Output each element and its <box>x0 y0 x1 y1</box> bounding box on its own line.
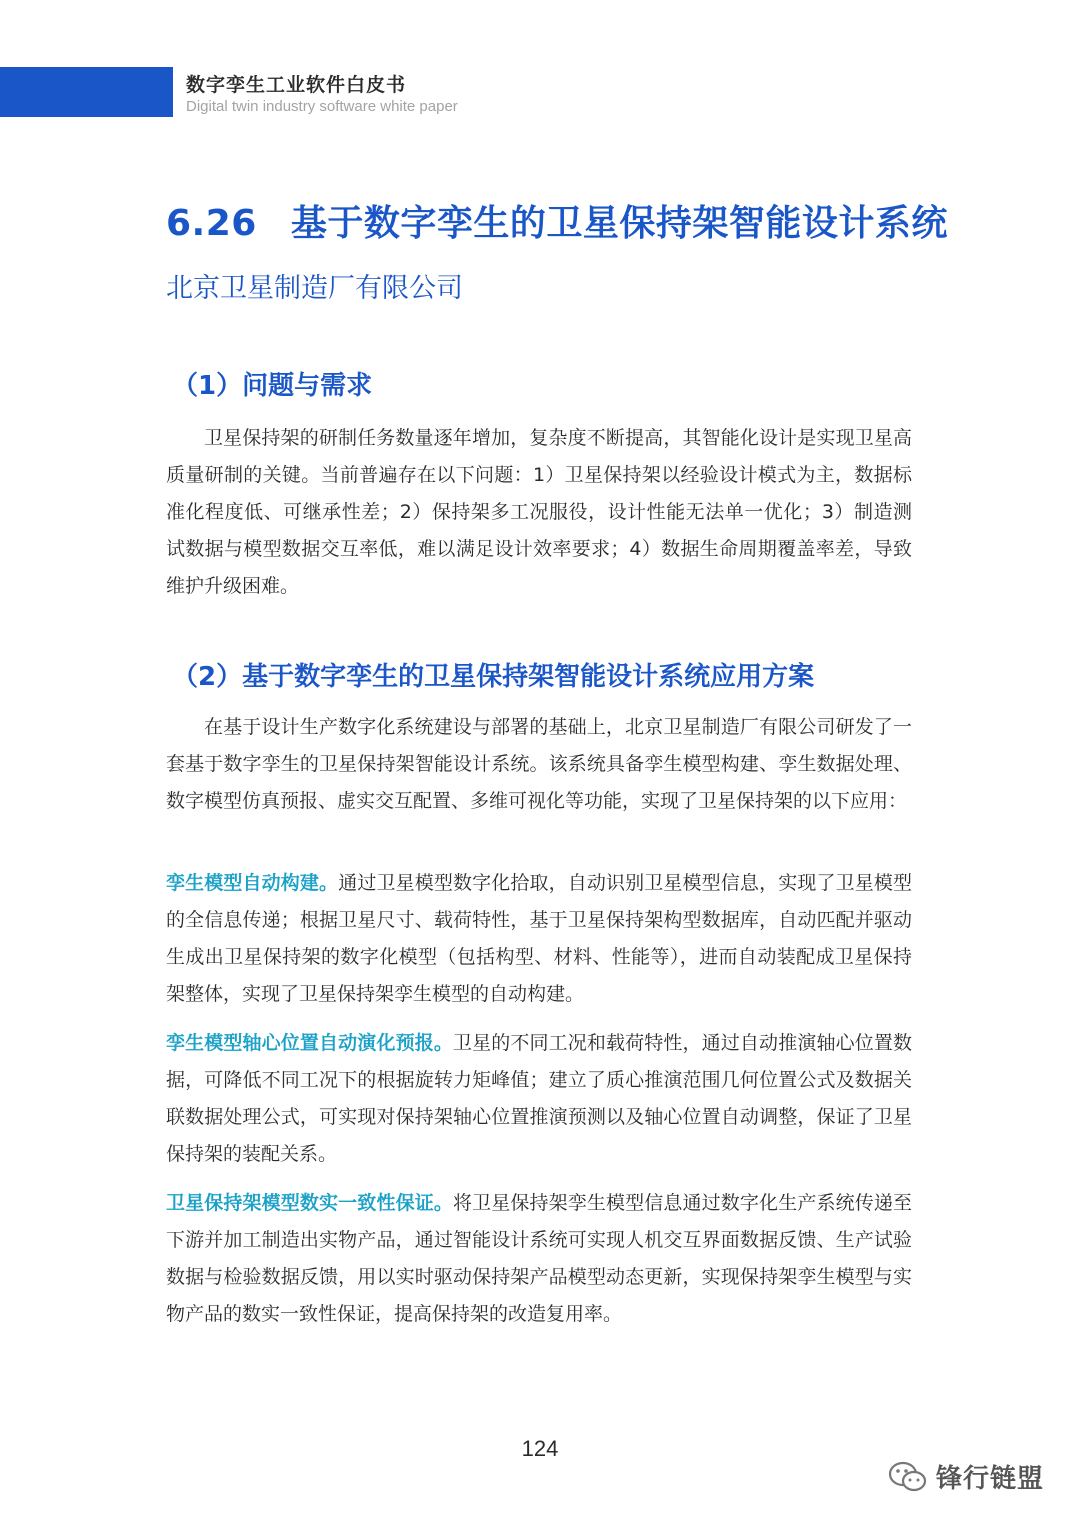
solution-item <box>166 1185 912 1333</box>
watermark-text: 锋行链盟 <box>936 1464 1045 1494</box>
wechat-icon <box>888 1460 928 1494</box>
watermark <box>888 1458 1044 1495</box>
heading-solution: （2）基于数字孪生的卫星保持架智能设计系统应用方案 <box>172 662 815 692</box>
solution-item <box>166 865 912 1013</box>
company-name: 北京卫星制造厂有限公司 <box>166 273 463 304</box>
paragraph-solution-intro: 在基于设计生产数字化系统建设与部署的基础上，北京卫星制造厂有限公司研发了一套基于数字孪生的卫星保持架智能设计系统。该系统具备孪生模型构建、孪生数据处理、数字模型仿真预报、虚实交互配置、多维可视化等功能，实现了卫星保持架的以下应用： <box>166 716 912 812</box>
solution-item-text: 卫星的不同工况和载荷特性，通过自动推演轴心位置数据，可降低不同工况下的根据旋转力矩峰值；建立了质心推演范围几何位置公式及数据关联数据处理公式，可实现对保持架轴心位置推演预测以及轴心位置自动调整，保证了卫星保持架的装配关系。 <box>166 1032 912 1165</box>
section-title-text: 基于数字孪生的卫星保持架智能设计系统 <box>290 203 948 244</box>
solution-item-lead: 孪生模型自动构建。 <box>166 872 339 894</box>
solution-item-lead: 卫星保持架模型数实一致性保证。 <box>166 1192 453 1214</box>
paragraph-problem: 卫星保持架的研制任务数量逐年增加，复杂度不断提高，其智能化设计是实现卫星高质量研制的关键。当前普遍存在以下问题：1）卫星保持架以经验设计模式为主，数据标准化程度低、可继承性差；2）保持架多工况服役，设计性能无法单一优化；3）制造测试数据与模型数据交互率低，难以满足设计效率要求；4）数据生命周期覆盖率差，导致维护升级困难。 <box>166 427 912 597</box>
header-accent-bar <box>0 67 173 117</box>
solution-item-lead: 孪生模型轴心位置自动演化预报。 <box>166 1032 453 1054</box>
section-title <box>166 195 948 246</box>
solution-item-text: 将卫星保持架孪生模型信息通过数字化生产系统传递至下游并加工制造出实物产品，通过智能设计系统可实现人机交互界面数据反馈、生产试验数据与检验数据反馈，用以实时驱动保持架产品模型动态更新，实现保持架孪生模型与实物产品的数实一致性保证，提高保持架的改造复用率。 <box>166 1192 912 1325</box>
solution-item-text: 通过卫星模型数字化拾取，自动识别卫星模型信息，实现了卫星模型的全信息传递；根据卫星尺寸、载荷特性，基于卫星保持架构型数据库，自动匹配并驱动生成出卫星保持架的数字化模型（包括构型、材料、性能等），进而自动装配成卫星保持架整体，实现了卫星保持架孪生模型的自动构建。 <box>166 872 912 1005</box>
header-subtitle: Digital twin industry software white paper <box>186 98 458 115</box>
page-number: 124 <box>521 1436 559 1461</box>
header-title: 数字孪生工业软件白皮书 <box>186 74 407 96</box>
heading-problem: （1）问题与需求 <box>172 371 373 401</box>
section-number: 6.26 <box>166 203 257 244</box>
solution-item <box>166 1025 912 1173</box>
